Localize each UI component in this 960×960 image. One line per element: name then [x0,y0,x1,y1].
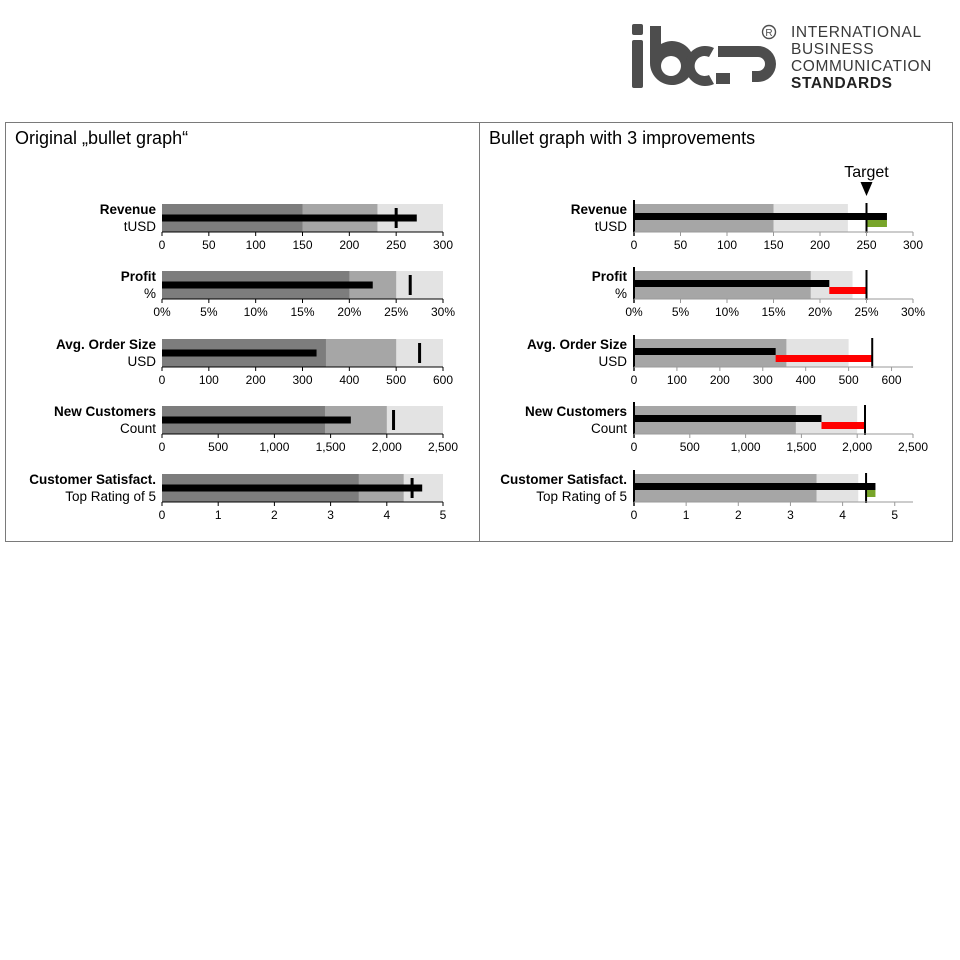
right-tick-label: 500 [838,373,859,387]
right-row-label: Revenue [570,202,627,217]
target-heading-label: Target [844,164,889,181]
right-tick-label: 1 [682,508,690,522]
left-target-marker [409,275,412,295]
left-row-label: New Customers [53,404,156,419]
right-tick-label: 300 [902,238,924,252]
right-tick-label: 10% [714,305,740,319]
left-tick-label: 300 [292,373,313,387]
right-row-label: New Customers [524,404,627,419]
right-positive-variance-bar [867,220,887,227]
logo-line-standards: STANDARDS [791,75,893,92]
right-measure-bar [634,280,829,287]
left-tick-label: 600 [432,373,454,387]
left-tick-label: 200 [245,373,266,387]
right-measure-bar [634,213,887,220]
right-tick-label: 4 [839,508,846,522]
left-row-label: Revenue [99,202,156,217]
right-tick-label: 0% [625,305,643,319]
right-row-unit: Top Rating of 5 [536,489,627,504]
left-tick-label: 10% [243,305,268,319]
left-tick-label: 250 [386,238,407,252]
right-tick-label: 600 [881,373,902,387]
right-tick-label: 1,500 [786,440,817,454]
logo-line-business: BUSINESS [791,41,875,58]
left-target-marker [411,478,414,498]
left-tick-label: 1,500 [315,440,346,454]
right-tick-label: 0 [630,373,638,387]
right-tick-label: 300 [752,373,773,387]
left-tick-label: 2 [271,508,278,522]
right-tick-label: 2 [734,508,742,522]
right-measure-bar [634,348,776,355]
left-row-unit: Count [119,421,156,436]
right-negative-variance-bar [829,287,866,294]
left-row-unit: Top Rating of 5 [65,489,156,504]
left-tick-label: 400 [339,373,360,387]
right-tick-label: 20% [807,305,833,319]
left-measure-bar [162,282,373,289]
left-tick-label: 500 [386,373,407,387]
right-tick-label: 500 [679,440,700,454]
left-tick-label: 2,500 [427,440,459,454]
left-tick-label: 3 [327,508,334,522]
right-tick-label: 150 [763,238,784,252]
right-tick-label: 200 [809,238,831,252]
left-tick-label: 100 [198,373,219,387]
logo-line-international: INTERNATIONAL [791,24,922,41]
left-row-label: Profit [120,269,156,284]
left-tick-label: 50 [202,238,216,252]
left-tick-label: 25% [384,305,409,319]
right-tick-label: 250 [856,238,877,252]
right-tick-label: 2,000 [842,440,873,454]
left-tick-label: 5 [439,508,447,522]
left-tick-label: 0 [158,508,166,522]
left-tick-label: 2,000 [371,440,402,454]
right-tick-label: 15% [761,305,786,319]
logo-line-communication: COMMUNICATION [791,58,932,75]
right-tick-label: 3 [787,508,794,522]
right-measure-bar [634,483,875,490]
right-tick-label: 0 [630,508,638,522]
right-row-unit: % [614,286,627,301]
left-row-unit: tUSD [123,219,156,234]
left-row-label: Avg. Order Size [55,337,156,352]
right-tick-label: 100 [716,238,738,252]
right-panel-title: Bullet graph with 3 improvements [489,128,756,148]
left-tick-label: 300 [432,238,454,252]
left-measure-bar [162,417,351,424]
right-row-unit: tUSD [594,219,627,234]
left-tick-label: 200 [339,238,360,252]
right-tick-label: 1,000 [730,440,761,454]
right-tick-label: 5 [891,508,899,522]
left-tick-label: 4 [383,508,391,522]
left-tick-label: 1,000 [259,440,290,454]
left-tick-label: 5% [200,305,218,319]
right-measure-bar [634,415,821,422]
right-negative-variance-bar [776,355,873,362]
left-tick-label: 15% [290,305,315,319]
left-measure-bar [162,350,317,357]
left-panel-title: Original „bullet graph“ [15,128,189,148]
right-tick-label: 25% [854,305,879,319]
right-tick-label: 0 [630,238,638,252]
left-tick-label: 0 [158,373,166,387]
left-tick-label: 30% [430,305,456,319]
left-target-marker [395,208,398,228]
right-tick-label: 200 [709,373,730,387]
right-tick-label: 30% [900,305,926,319]
left-tick-label: 100 [245,238,266,252]
left-target-marker [392,410,395,430]
left-row-unit: USD [127,354,156,369]
right-tick-label: 2,500 [897,440,929,454]
left-tick-label: 20% [337,305,362,319]
right-tick-label: 0 [630,440,638,454]
left-tick-label: 1 [214,508,222,522]
left-measure-bar [162,215,417,222]
right-row-label: Profit [591,269,627,284]
target-triangle-marker [861,182,873,196]
right-tick-label: 100 [666,373,687,387]
right-row-unit: Count [590,421,627,436]
left-tick-label: 0 [158,238,166,252]
right-tick-label: 400 [795,373,816,387]
right-tick-label: 5% [671,305,690,319]
right-tick-label: 50 [673,238,688,252]
left-target-marker [418,343,421,363]
registered-mark-letter: R [765,28,773,39]
left-tick-label: 0 [158,440,166,454]
left-row-unit: % [143,286,156,301]
right-row-label: Customer Satisfact. [500,472,627,487]
left-tick-label: 150 [292,238,313,252]
left-tick-label: 500 [208,440,229,454]
left-measure-bar [162,485,422,492]
left-row-label: Customer Satisfact. [29,472,156,487]
right-positive-variance-bar [866,490,875,497]
left-tick-label: 0% [153,305,171,319]
right-negative-variance-bar [821,422,865,429]
right-row-unit: USD [598,354,627,369]
right-row-label: Avg. Order Size [526,337,627,352]
